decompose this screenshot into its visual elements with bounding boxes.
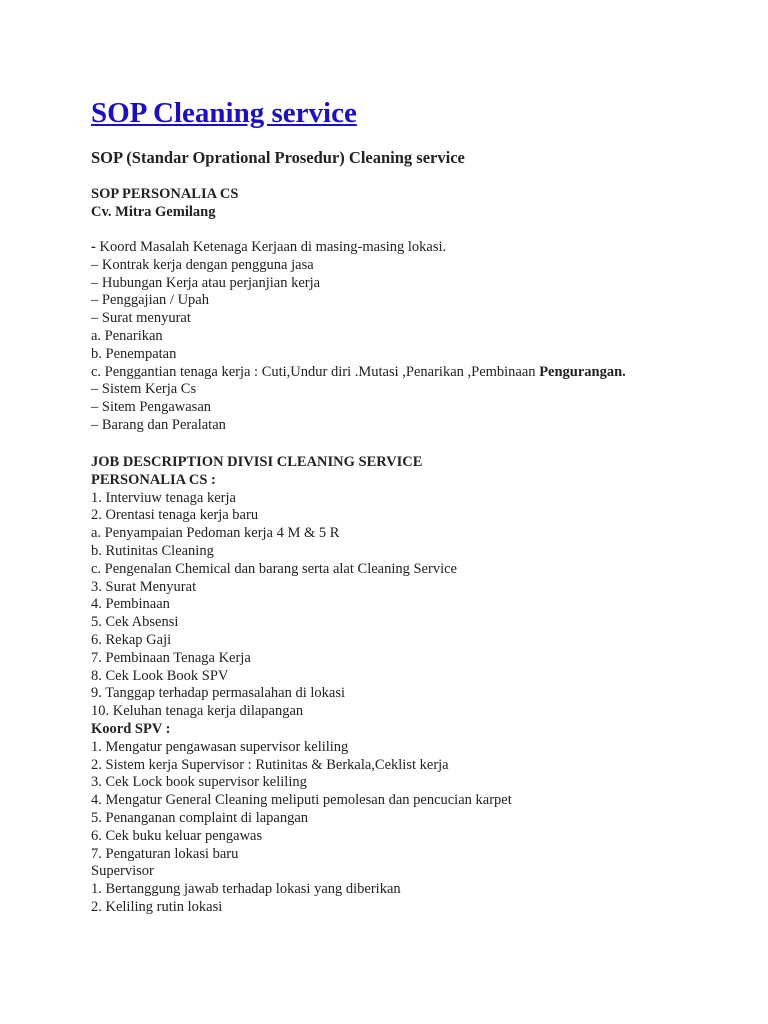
company-name: Cv. Mitra Gemilang: [91, 203, 216, 220]
scope-line: – Sitem Pengawasan: [91, 399, 212, 416]
list-item: 4. Pembinaan: [91, 596, 170, 613]
list-item: 2. Orentasi tenaga kerja baru: [91, 507, 259, 524]
scope-line: – Barang dan Peralatan: [91, 416, 226, 433]
list-item: 3. Cek Lock book supervisor keliling: [91, 774, 307, 791]
list-item: 5. Penanganan complaint di lapangan: [91, 809, 309, 826]
list-item: 1. Mengatur pengawasan supervisor keliling: [91, 738, 349, 755]
list-item: 8. Cek Look Book SPV: [91, 667, 229, 684]
scope-line: – Sistem Kerja Cs: [91, 381, 197, 398]
list-item: a. Penyampaian Pedoman kerja 4 M & 5 R: [91, 525, 340, 542]
list-item: 4. Mengatur General Cleaning meliputi pemolesan dan pencucian karpet: [91, 792, 512, 809]
list-item: 6. Cek buku keluar pengawas: [91, 827, 263, 844]
scope-bold-text: Pengurangan.: [539, 363, 626, 380]
list-item: b. Rutinitas Cleaning: [91, 542, 214, 559]
list-item: 2. Keliling rutin lokasi: [91, 898, 223, 915]
scope-text: c. Penggantian tenaga kerja : Cuti,Undur diri .Mutasi ,Penarikan ,Pembinaan: [91, 363, 540, 380]
scope-line: – Hubungan Kerja atau perjanjian kerja: [91, 274, 321, 291]
list-item: 2. Sistem kerja Supervisor : Rutinitas & Berkala,Ceklist kerja: [91, 756, 449, 773]
section-personalia-scope: [91, 239, 626, 435]
list-item: c. Pengenalan Chemical dan barang serta alat Cleaning Service: [91, 560, 457, 577]
subsection-heading: Koord SPV :: [91, 720, 171, 737]
document-subtitle: SOP (Standar Oprational Prosedur) Cleaning service: [91, 148, 465, 167]
scope-line: [91, 239, 626, 257]
list-item: 1. Bertanggung jawab terhadap lokasi yang diberikan: [91, 881, 401, 898]
section-job-description: [91, 454, 512, 917]
list-item: 10. Keluhan tenaga kerja dilapangan: [91, 703, 304, 720]
scope-line: a. Penarikan: [91, 327, 163, 344]
list-item: 5. Cek Absensi: [91, 614, 179, 631]
list-item: 9. Tanggap terhadap permasalahan di lokasi: [91, 685, 345, 702]
section-personalia-header: [91, 186, 238, 222]
scope-line: – Kontrak kerja dengan pengguna jasa: [91, 256, 314, 273]
subsection-heading: PERSONALIA CS :: [91, 471, 216, 488]
scope-line: [91, 364, 626, 382]
section-heading: SOP PERSONALIA CS: [91, 186, 239, 202]
subsection-heading: Supervisor: [91, 863, 154, 880]
list-item: 7. Pengaturan lokasi baru: [91, 845, 239, 862]
page-title-link[interactable]: SOP Cleaning service: [91, 97, 357, 129]
section-heading: JOB DESCRIPTION DIVISI CLEANING SERVICE: [91, 454, 423, 470]
scope-text: Koord Masalah Ketenaga Kerjaan di masing-masing lokasi.: [95, 239, 447, 255]
scope-line: – Penggajian / Upah: [91, 292, 209, 309]
list-item: 1. Interviuw tenaga kerja: [91, 489, 236, 506]
scope-dash: -: [91, 239, 96, 255]
scope-line: b. Penempatan: [91, 345, 177, 362]
list-item: 3. Surat Menyurat: [91, 578, 197, 595]
list-item: 6. Rekap Gaji: [91, 631, 172, 648]
list-item: 7. Pembinaan Tenaga Kerja: [91, 649, 251, 666]
scope-line: – Surat menyurat: [91, 310, 191, 327]
